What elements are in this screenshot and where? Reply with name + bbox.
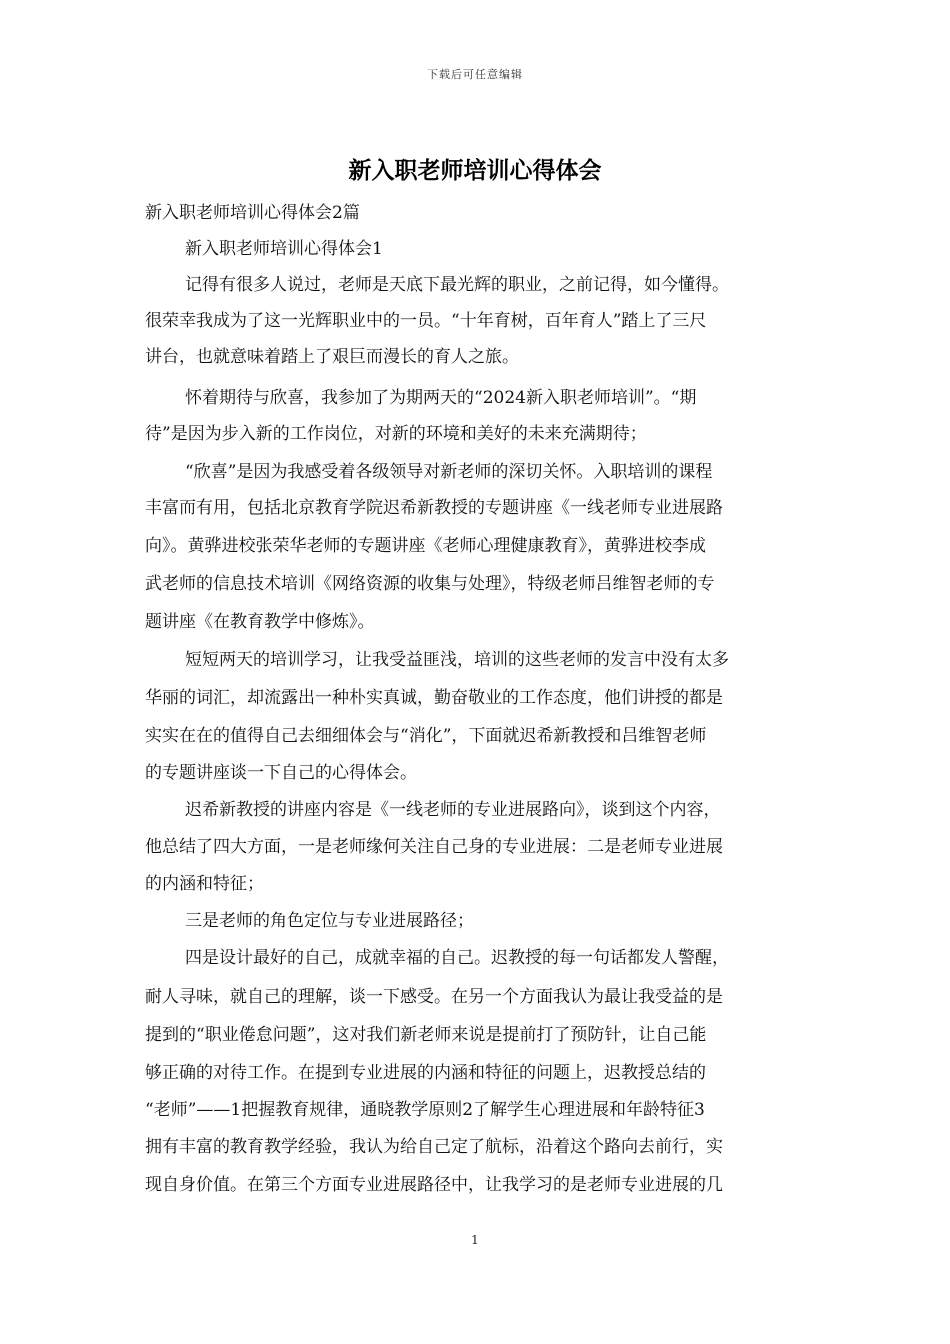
paragraph-line: 实实在在的值得自己去细细体会与“消化”，下面就迟希新教授和吕维智老师 [145, 726, 707, 746]
paragraph-line: 丰富而有用，包括北京教育学院迟希新教授的专题讲座《一线老师专业进展路 [145, 498, 723, 518]
paragraph-line: 现自身价值。在第三个方面专业进展路径中，让我学习的是老师专业进展的几 [145, 1175, 723, 1195]
section-heading: 新入职老师培训心得体会1 [185, 239, 383, 259]
paragraph-line: 的内涵和特征； [145, 874, 264, 894]
page-number: 1 [471, 1233, 479, 1247]
paragraph-line: “欣喜”是因为我感受着各级领导对新老师的深切关怀。入职培训的课程 [185, 462, 713, 482]
paragraph-line: 三是老师的角色定位与专业进展路径； [185, 911, 474, 931]
document-title: 新入职老师培训心得体会 [348, 157, 602, 184]
paragraph-line: 四是设计最好的自己，成就幸福的自己。迟教授的每一句话都发人警醒， [185, 948, 729, 968]
paragraph-line: 他总结了四大方面，一是老师缘何关注自己身的专业进展：二是老师专业进展 [145, 837, 723, 857]
paragraph-line: 迟希新教授的讲座内容是《一线老师的专业进展路向》，谈到这个内容， [185, 800, 721, 820]
paragraph-line: 华丽的词汇，却流露出一种朴实真诚，勤奋敬业的工作态度，他们讲授的都是 [145, 688, 723, 708]
paragraph-line: 提到的“职业倦怠问题”，这对我们新老师来说是提前打了预防针，让自己能 [145, 1025, 707, 1045]
subtitle: 新入职老师培训心得体会2篇 [145, 203, 360, 223]
paragraph-line: 记得有很多人说过，老师是天底下最光辉的职业，之前记得，如今懂得。 [185, 275, 729, 295]
paragraph-line: 短短两天的培训学习，让我受益匪浅，培训的这些老师的发言中没有太多 [185, 650, 729, 670]
paragraph-line: 很荣幸我成为了这一光辉职业中的一员。“十年育树，百年育人”踏上了三尺 [145, 311, 707, 331]
paragraph-line: 怀着期待与欣喜，我参加了为期两天的“2024新入职老师培训”。“期 [185, 388, 697, 408]
paragraph-line: “老师”——1把握教育规律，通晓教学原则2了解学生心理进展和年龄特征3 [145, 1100, 705, 1120]
paragraph-line: 耐人寻味，就自己的理解，谈一下感受。在另一个方面我认为最让我受益的是 [145, 987, 723, 1007]
paragraph-line: 题讲座《在教育教学中修炼》。 [145, 612, 375, 632]
paragraph-line: 待”是因为步入新的工作岗位，对新的环境和美好的未来充满期待； [145, 424, 647, 444]
paragraph-line: 够正确的对待工作。在提到专业进展的内涵和特征的问题上，迟教授总结的 [145, 1063, 706, 1083]
paragraph-line: 的专题讲座谈一下自己的心得体会。 [145, 763, 417, 783]
header-note: 下载后可任意编辑 [427, 68, 523, 81]
paragraph-line: 拥有丰富的教育教学经验，我认为给自己定了航标，沿着这个路向去前行，实 [145, 1137, 723, 1157]
paragraph-line: 武老师的信息技术培训《网络资源的收集与处理》，特级老师吕维智老师的专 [145, 574, 715, 594]
paragraph-line: 向》。黄骅进校张荣华老师的专题讲座《老师心理健康教育》，黄骅进校李成 [145, 536, 706, 556]
paragraph-line: 讲台，也就意味着踏上了艰巨而漫长的育人之旅。 [145, 347, 519, 367]
